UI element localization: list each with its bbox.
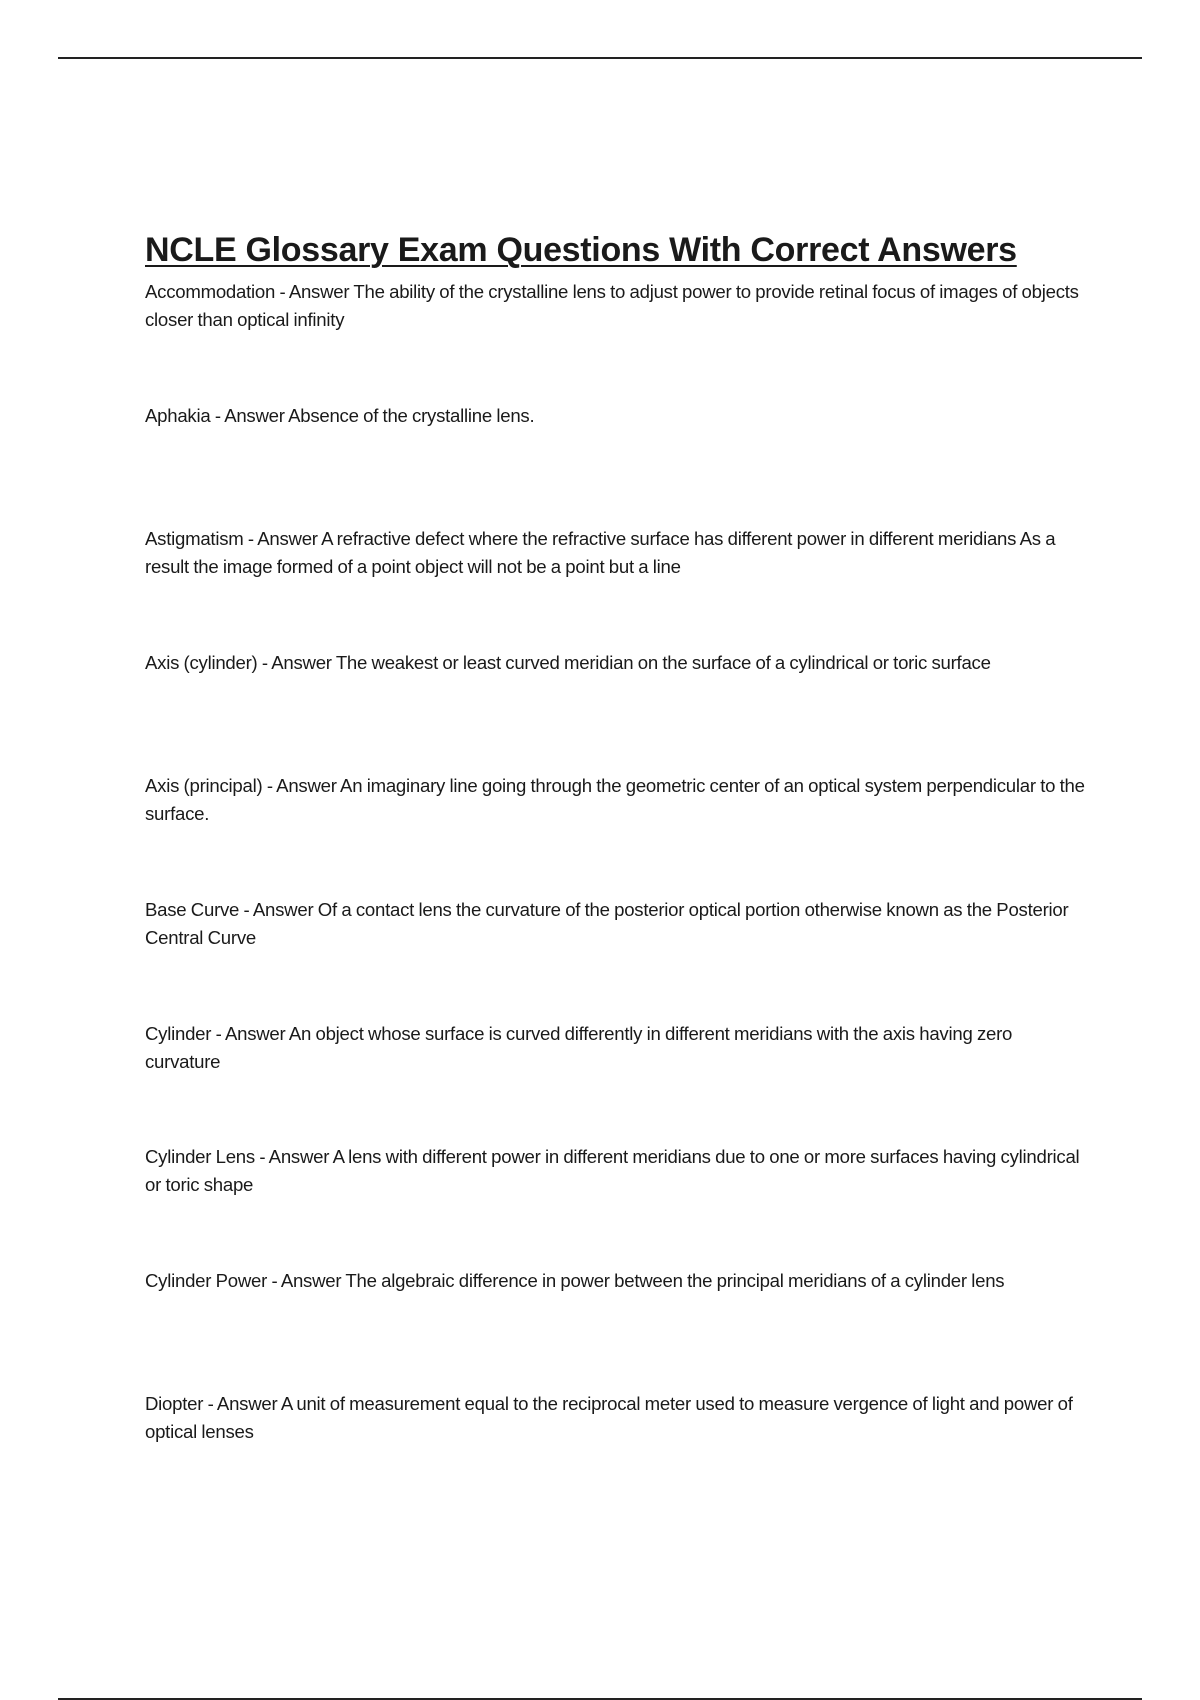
glossary-entry: Diopter - Answer A unit of measurement equal to the reciprocal meter used to measure vergence of light and power of optical lenses	[145, 1393, 1073, 1443]
document-body	[145, 230, 1090, 1514]
glossary-entry: Axis (cylinder) - Answer The weakest or least curved meridian on the surface of a cylindrical or toric surface	[145, 651, 991, 673]
glossary-entry: Aphakia - Answer Absence of the crystalline lens.	[145, 404, 535, 426]
glossary-entry: Base Curve - Answer Of a contact lens the curvature of the posterior optical portion otherwise known as the Posterior Central Curve	[145, 898, 1069, 948]
header-rule	[58, 57, 1142, 59]
page-title: NCLE Glossary Exam Questions With Correct Answers	[145, 231, 1017, 269]
glossary-entry: Accommodation - Answer The ability of the crystalline lens to adjust power to provide retinal focus of images of objects closer than optical infinity	[145, 281, 1079, 330]
glossary-entry: Cylinder Power - Answer The algebraic difference in power between the principal meridians of a cylinder lens	[145, 1269, 1005, 1291]
glossary-entry: Axis (principal) - Answer An imaginary line going through the geometric center of an optical system perpendicular to the surface.	[145, 775, 1085, 825]
glossary-list	[145, 278, 1090, 1514]
glossary-entry: Cylinder Lens - Answer A lens with different power in different meridians due to one or more surfaces having cylindrical or toric shape	[145, 1146, 1080, 1196]
glossary-entry: Astigmatism - Answer A refractive defect where the refractive surface has different power in different meridians As a result the image formed of a point object will not be a point but a line	[145, 528, 1056, 578]
glossary-entry: Cylinder - Answer An object whose surface is curved differently in different meridians with the axis having zero curvature	[145, 1022, 1013, 1072]
